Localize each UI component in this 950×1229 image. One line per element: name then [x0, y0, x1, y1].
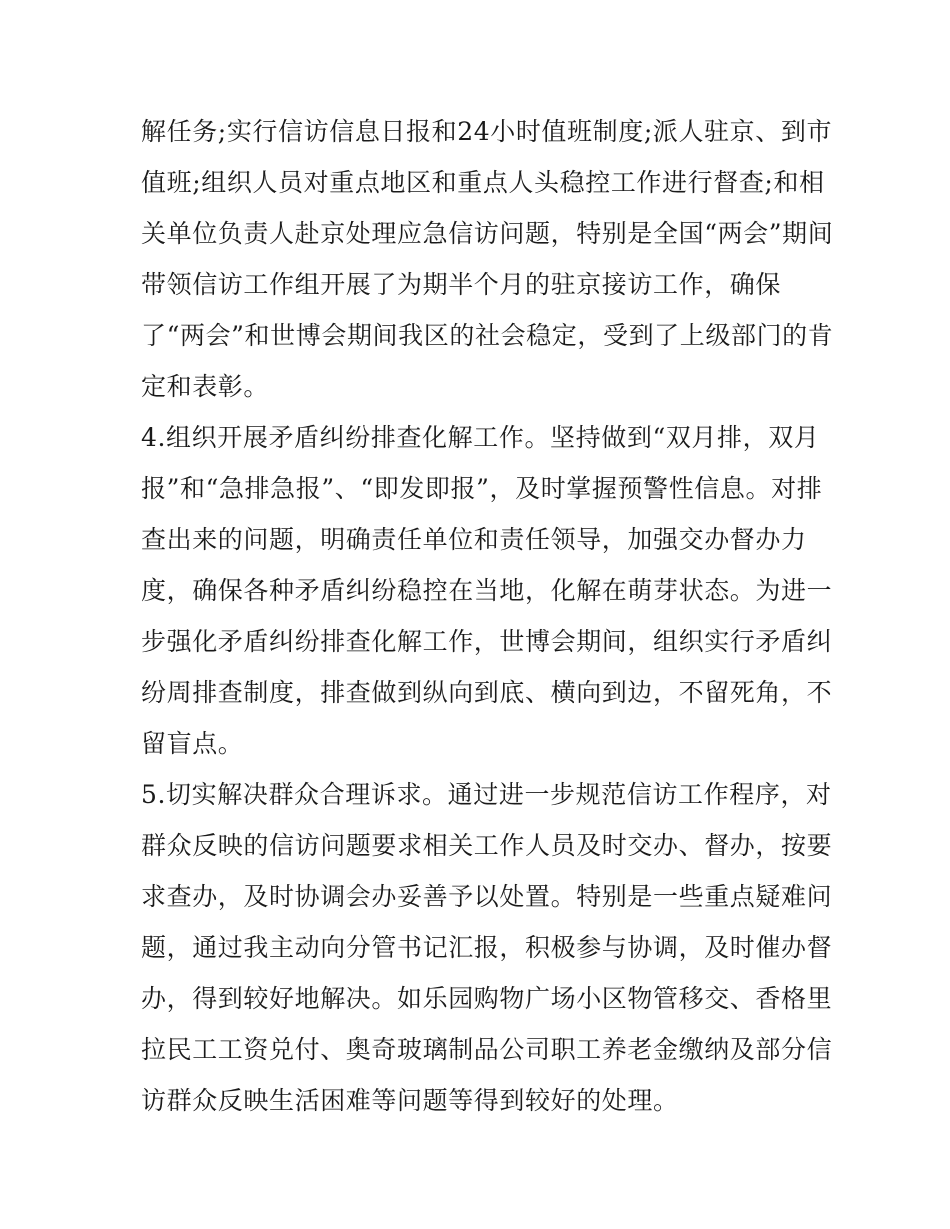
text-line: 访群众反映生活困难等问题等得到较好的处理。 — [141, 1086, 679, 1115]
text-line: 解任务;实行信访信息日报和24小时值班制度;派人驻京、到市 — [141, 117, 833, 146]
text-line: 值班;组织人员对重点地区和重点人头稳控工作进行督查;和相 — [141, 168, 825, 197]
text-line: 度，确保各种矛盾纠纷稳控在当地，化解在萌芽状态。为进一 — [141, 576, 833, 605]
text-line: 查出来的问题，明确责任单位和责任领导，加强交办督办力 — [141, 525, 807, 554]
text-line: 5.切实解决群众合理诉求。通过进一步规范信访工作程序，对 — [141, 780, 832, 809]
text-line: 留盲点。 — [141, 729, 244, 758]
document-body — [141, 106, 834, 1126]
text-line: 求查办，及时协调会办妥善予以处置。特别是一些重点疑难问 — [141, 882, 833, 911]
text-line: 了“两会”和世博会期间我区的社会稳定，受到了上级部门的肯 — [141, 321, 834, 350]
text-line: 报”和“急排急报”、“即发即报”，及时掌握预警性信息。对排 — [141, 474, 823, 503]
text-line: 群众反映的信访问题要求相关工作人员及时交办、督办，按要 — [141, 831, 833, 860]
text-line: 关单位负责人赴京处理应急信访问题，特别是全国“两会”期间 — [141, 219, 834, 248]
text-line: 带领信访工作组开展了为期半个月的驻京接访工作，确保 — [141, 270, 782, 299]
text-line: 步强化矛盾纠纷排查化解工作，世博会期间，组织实行矛盾纠 — [141, 627, 833, 656]
text-line: 题，通过我主动向分管书记汇报，积极参与协调，及时催办督 — [141, 933, 833, 962]
text-line: 办，得到较好地解决。如乐园购物广场小区物管移交、香格里 — [141, 984, 833, 1013]
text-line: 拉民工工资兑付、奥奇玻璃制品公司职工养老金缴纳及部分信 — [141, 1035, 833, 1064]
text-line: 纷周排查制度，排查做到纵向到底、横向到边，不留死角，不 — [141, 678, 833, 707]
text-line: 4.组织开展矛盾纠纷排查化解工作。坚持做到“双月排，双月 — [141, 423, 820, 452]
text-line: 定和表彰。 — [141, 372, 270, 401]
